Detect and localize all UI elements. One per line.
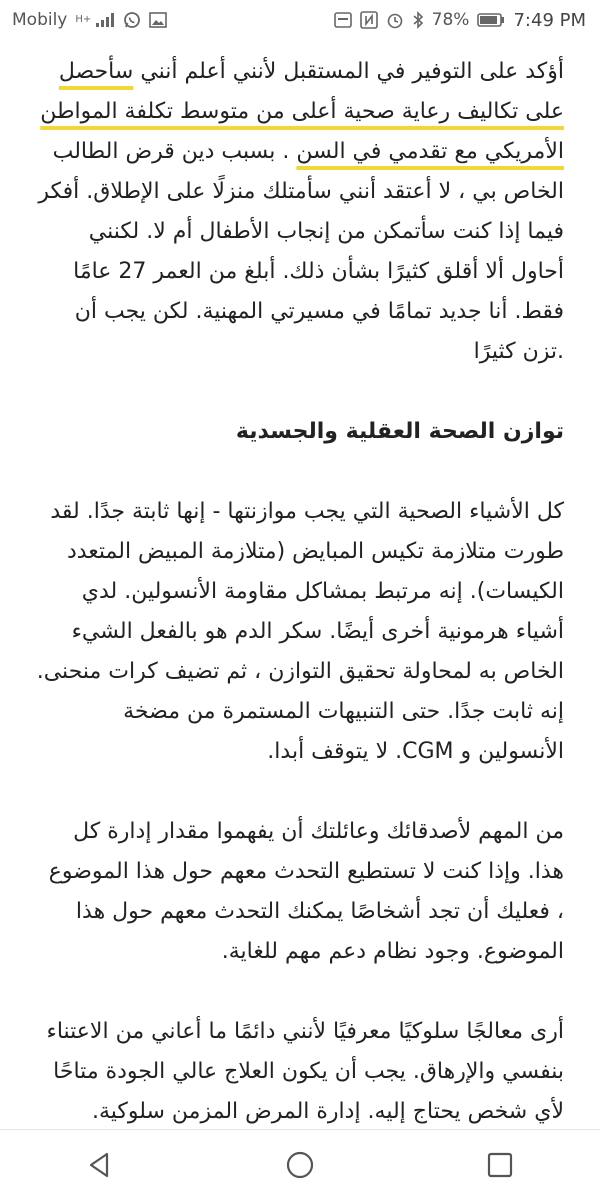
battery-icon — [477, 13, 505, 27]
paragraph-1-start: أؤكد على التوفير في المستقبل لأنني أعلم أنني — [140, 59, 564, 84]
home-button[interactable] — [270, 1135, 330, 1195]
nfc-icon — [360, 11, 378, 29]
paragraph-4: أرى معالجًا سلوكيًا معرفيًا لأنني دائمًا ما أعاني من الاعتناء بنفسي والإرهاق. يجب أن يكون العلاج عالي الجودة متاحًا لأي شخص يحتاج إليه. إدارة المرض المزمن سلوكية. — [46, 1019, 564, 1124]
huawei-icon — [334, 12, 352, 28]
recents-button[interactable] — [470, 1135, 530, 1195]
clock: 7:49 PM — [513, 9, 586, 31]
status-bar — [0, 0, 600, 40]
alarm-icon — [386, 11, 404, 29]
battery-percent: 78% — [431, 10, 470, 30]
highlighted-text[interactable]: سأحصل على تكاليف رعاية صحية أعلى من متوسط تكلفة المواطن الأمريكي مع تقدمي في السن — [40, 59, 564, 164]
whatsapp-icon — [123, 11, 141, 29]
home-icon — [285, 1150, 315, 1180]
network-type-icon: H+ — [75, 14, 92, 25]
status-left — [12, 10, 167, 30]
back-button[interactable] — [70, 1135, 130, 1195]
back-icon — [85, 1150, 115, 1180]
paragraph-2: كل الأشياء الصحية التي يجب موازنتها - إنها ثابتة جدًا. لقد طورت متلازمة تكيس المبايض (متلازمة المبيض المتعدد الكيسات). إنه مرتبط بمشاكل مقاومة الأنسولين. لدي أشياء هرمونية أخرى أيضًا. سكر الدم هو بالفعل الشيء الخاص به لمحاولة تحقيق التوازن ، ثم تضيف كرات منحنى. إنه ثابت جدًا. حتى التنبيهات المستمرة من مضخة الأنسولين و CGM. لا يتوقف أبدا. — [36, 499, 564, 764]
paragraph-1 — [36, 52, 564, 372]
article-content — [0, 40, 600, 1130]
image-icon — [149, 12, 167, 28]
status-right — [334, 10, 586, 31]
bluetooth-icon — [412, 11, 424, 29]
section-heading: توازن الصحة العقلية والجسدية — [235, 419, 564, 444]
navigation-bar — [0, 1129, 600, 1200]
paragraph-3: من المهم لأصدقائك وعائلتك أن يفهموا مقدار إدارة كل هذا. وإذا كنت لا تستطيع التحدث معهم حول هذا الموضوع ، فعليك أن تجد أشخاصًا يمكنك التحدث معهم حول هذا الموضوع. وجود نظام دعم مهم للغاية. — [48, 819, 564, 964]
paragraph-1-end: . بسبب دين قرض الطالب الخاص بي ، لا أعتقد أنني سأمتلك منزلًا على الإطلاق. أفكر فيما إذا كنت سأتمكن من إنجاب الأطفال أم لا. لكنني أحاول ألا أقلق كثيرًا بشأن ذلك. أبلغ من العمر 27 عامًا فقط. أنا جديد تمامًا في مسيرتي المهنية. لكن يجب أن .تزن كثيرًا — [38, 139, 564, 364]
carrier-name: Mobily — [12, 10, 68, 30]
recents-icon — [485, 1150, 515, 1180]
signal-icon — [95, 12, 115, 28]
